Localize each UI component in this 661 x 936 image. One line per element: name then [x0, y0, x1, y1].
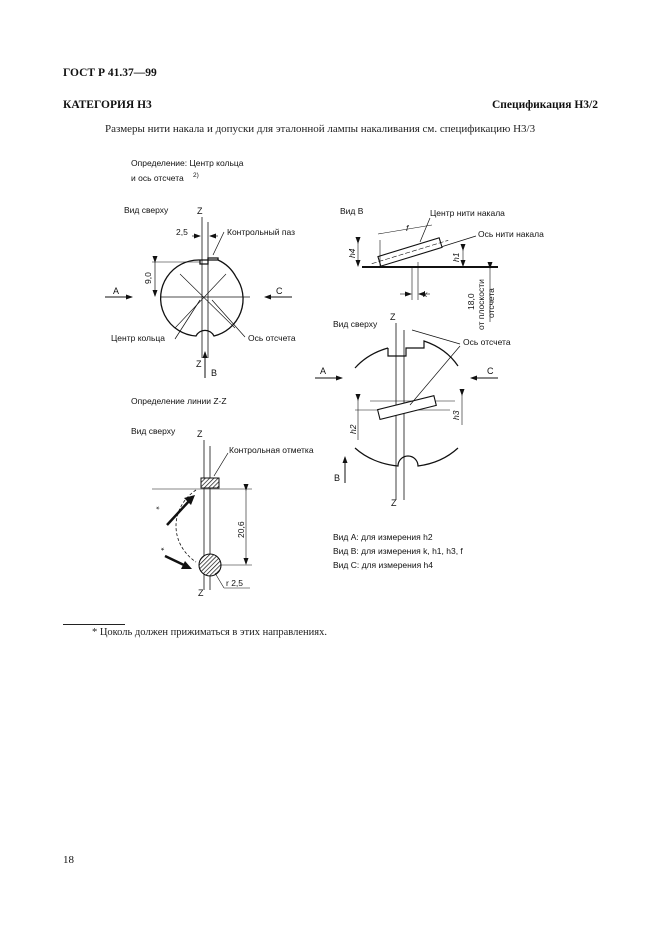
fig3-arrow-b-label: B	[334, 473, 341, 483]
fig3-arrow-a-label: A	[320, 366, 327, 376]
fig3-h2-label: h2	[348, 424, 358, 434]
fig1-z-bottom: Z	[196, 359, 202, 369]
fig2-view-b-label: Вид B	[340, 206, 364, 216]
figure-ring-center	[105, 158, 296, 378]
intro-text: Размеры нити накала и допуски для эталонной лампы накаливания см. спецификацию H3/3	[105, 123, 536, 135]
fig2-f-label: f	[406, 223, 409, 233]
fig3-arrow-c-label: C	[487, 366, 494, 376]
fig2-from-plane-line1: от плоскости	[476, 279, 486, 330]
fig1-arrow-b-label: B	[211, 368, 218, 378]
fig1-definition-line1: Определение: Центр кольца	[131, 158, 244, 168]
view-b-note: Вид B: для измерения k, h1, h3, f	[333, 546, 463, 556]
fig4-star-lower: *	[158, 545, 166, 556]
fig3-filament	[378, 396, 437, 420]
fig2-dim-18-0: 18,0	[466, 293, 476, 310]
fig2-from-plane-line2: отсчета	[486, 288, 496, 318]
fig1-arrow-c-label: C	[276, 286, 283, 296]
fig1-footnote-sup: 2)	[193, 172, 199, 179]
figure-view-b	[340, 206, 544, 330]
fig2-filament-axis-label: Ось нити накала	[478, 229, 544, 239]
fig2-filament-center-label: Центр нити накала	[430, 208, 505, 218]
fig3-z-top: Z	[390, 312, 396, 322]
fig1-definition-line2: и ось отсчета	[131, 173, 184, 183]
fig1-ring-center-label: Центр кольца	[111, 333, 166, 343]
fig1-view-top-label: Вид сверху	[124, 205, 169, 215]
fig4-hatched-pin	[199, 554, 221, 576]
fig2-h1-label: h1	[451, 252, 461, 262]
fig1-dim-9-0: 9,0	[143, 272, 153, 284]
fig4-z-bottom: Z	[198, 588, 204, 598]
specification-title: Спецификация H3/2	[491, 99, 598, 111]
document-code: ГОСТ Р 41.37—99	[63, 67, 157, 79]
fig4-control-mark	[201, 478, 219, 488]
fig3-ref-axis-label: Ось отсчета	[463, 337, 511, 347]
category-title: КАТЕГОРИЯ H3	[63, 99, 152, 111]
fig4-r25-label: r 2,5	[226, 578, 244, 588]
fig4-control-mark-label: Контрольная отметка	[229, 445, 314, 455]
fig3-lower-arc	[355, 448, 458, 466]
fig3-h3-label: h3	[451, 410, 461, 420]
fig3-view-top-label: Вид сверху	[333, 319, 378, 329]
fig4-force-arrow-upper	[167, 500, 190, 525]
fig2-h4-label: h4	[347, 248, 357, 258]
fig4-force-arrow-lower	[165, 556, 186, 566]
fig2-k-label: k	[423, 289, 428, 299]
figure-zz-line	[131, 396, 314, 598]
footnote-text: * Цоколь должен прижиматься в этих направлениях.	[92, 627, 327, 638]
view-a-note: Вид A: для измерения h2	[333, 532, 433, 542]
fig4-z-top: Z	[197, 429, 203, 439]
fig4-definition-label: Определение линии Z-Z	[131, 396, 227, 406]
view-c-note: Вид C: для измерения h4	[333, 560, 434, 570]
footnote-rule	[63, 624, 125, 625]
fig1-dim-2-5: 2,5	[176, 227, 188, 237]
page-number: 18	[63, 854, 74, 866]
fig4-star-upper: *	[153, 504, 164, 514]
fig1-arrow-a-label: A	[113, 286, 120, 296]
fig4-view-top-label: Вид сверху	[131, 426, 176, 436]
fig1-ref-axis-label: Ось отсчета	[248, 333, 296, 343]
fig3-z-bottom: Z	[391, 498, 397, 508]
views-notes	[333, 532, 463, 570]
fig3-top-notch	[388, 341, 458, 366]
fig1-control-slot-notch	[200, 258, 218, 264]
fig1-control-slot-label: Контрольный паз	[227, 227, 295, 237]
fig4-dim-20-6: 20,6	[236, 521, 246, 538]
fig1-z-top: Z	[197, 206, 203, 216]
figure-top-view-right	[315, 312, 511, 508]
